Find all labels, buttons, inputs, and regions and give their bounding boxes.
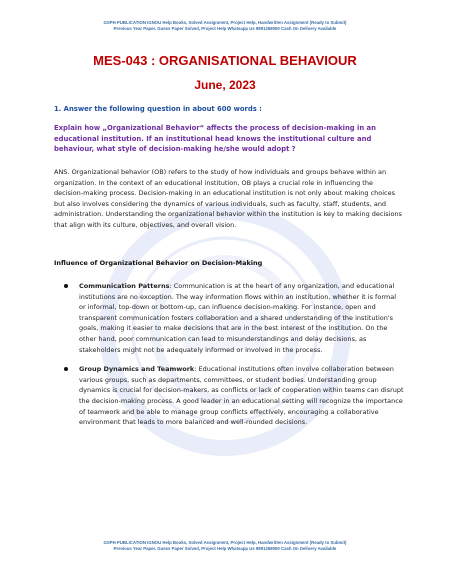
bullet-lead: Communication Patterns bbox=[79, 282, 170, 290]
bullet-list bbox=[54, 281, 404, 428]
question-text: Explain how „Organizational Behavior“ affects the process of decision-making in an educational institution. If an institutional head knows the institutional culture and behaviour, what style of decision-making he/she would adopt ? bbox=[54, 124, 376, 153]
bullet-item-communication bbox=[54, 281, 404, 355]
bullet-dot-icon bbox=[64, 367, 68, 371]
page-footer bbox=[0, 540, 450, 552]
section-subheading: Influence of Organizational Behavior on Decision-Making bbox=[54, 259, 263, 267]
footer-line-1: GSPH PUBLICATION IGNOU Help Books, Solved Assignment, Project Help, Handwritten Assignment (Ready to Submit) bbox=[103, 540, 347, 545]
exam-date: June, 2023 bbox=[194, 78, 256, 92]
bullet-lead: Group Dynamics and Teamwork bbox=[79, 365, 195, 374]
bullet-text: : Educational institutions often involve collaboration between various groups, such as departments, committees, or student bodies. Understanding group dynamics is crucial for decision-makers, as conflicts or lack of cooperation within teams can disrupt the decision-making process. A good leader in an educational setting will recognize the importance of teamwork and be able to manage group conflicts effectively, encouraging a collaborative environment that leads to more balanced and well-rounded decisions. bbox=[79, 365, 404, 427]
bullet-dot-icon bbox=[64, 284, 68, 288]
footer-line-2: Previous Year Paper, Guess Paper Solved, Project Help Whatsapp Us 9891268050 Cash On Delivery Available bbox=[113, 546, 337, 552]
header-line-2: Previous Year Paper, Guess Paper Solved, Project Help Whatsapp Us 9891268050 Cash On Delivery Available bbox=[113, 26, 337, 32]
page-header bbox=[0, 20, 450, 32]
answer-paragraph: ANS. Organizational behavior (OB) refers to the study of how individuals and groups behave within an organization. In the context of an educational institution, OB plays a crucial role in influencing the decision-making process. Decision-making in an educational institution is not only about making choices but also involves considering the dynamics of various individuals, such as faculty, staff, students, and administration. Understanding the organizational behavior within the institution is key to making decisions that align with its culture, objectives, and overall vision. bbox=[54, 168, 402, 229]
question-heading: 1. Answer the following question in about 600 words : bbox=[54, 105, 262, 113]
document-title: MES-043 : ORGANISATIONAL BEHAVIOUR bbox=[93, 53, 357, 68]
bullet-item-group-dynamics bbox=[54, 364, 404, 428]
header-line-1: GSPH PUBLICATION IGNOU Help Books, Solved Assignment, Project Help, Handwritten Assignment (Ready to Submit) bbox=[103, 20, 347, 25]
bullet-text: : Communication is at the heart of any organization, and educational institutions are no exception. The way information flows within an institution, whether it is formal or informal, top-down or bottom-up, can influence decision-making. For instance, open and transparent communication fosters collaboration and a shared understanding of the institution's goals, making it easier to make decisions that are in the best interest of the institution. On the other hand, poor communication can lead to misunderstandings and delay decisions, as stakeholders might not be adequately informed or involved in the process. bbox=[79, 282, 396, 354]
